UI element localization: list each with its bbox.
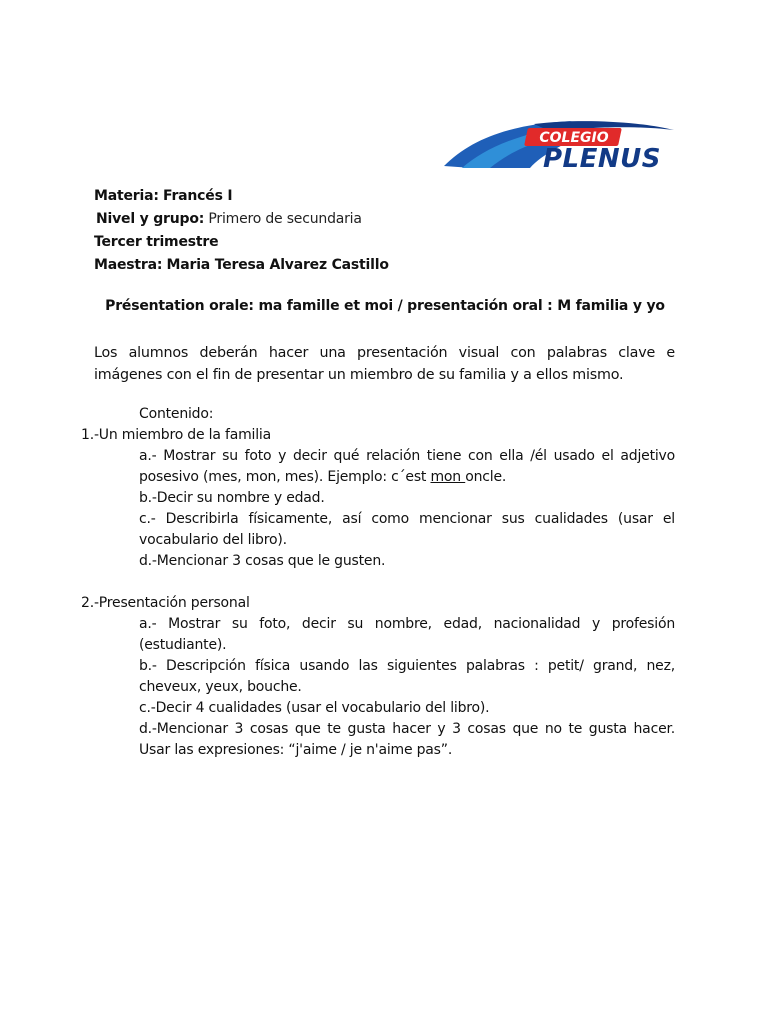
- colegio-plenus-logo: [442, 118, 676, 170]
- section2-item-d: d.-Mencionar 3 cosas que te gusta hacer y 3 cosas que no te gusta hacer. Usar las expresiones: “j'aime / je n'aime pas”.: [139, 721, 675, 758]
- section1-item-c: c.- Describirla físicamente, así como mencionar sus cualidades (usar el vocabulario del libro).: [139, 511, 675, 548]
- section1-item-b: b.-Decir su nombre y edad.: [139, 490, 325, 506]
- contenido-heading: Contenido:: [139, 406, 214, 422]
- section2-heading: 2.-Presentación personal: [81, 595, 250, 611]
- section1-item-d: d.-Mencionar 3 cosas que le gusten.: [139, 553, 386, 569]
- content-list: [81, 404, 681, 761]
- maestra-line: Maestra: Maria Teresa Alvarez Castillo: [94, 257, 389, 273]
- section2-item-a: a.- Mostrar su foto, decir su nombre, edad, nacionalidad y profesión (estudiante).: [139, 616, 675, 653]
- trimestre-line: Tercer trimestre: [94, 234, 219, 250]
- section2-item-c: c.-Decir 4 cualidades (usar el vocabulario del libro).: [139, 700, 490, 716]
- intro-paragraph: Los alumnos deberán hacer una presentación visual con palabras clave e imágenes con el fin de presentar un miembro de su familia y a ellos mismo.: [94, 345, 675, 383]
- document-title: Présentation orale: ma famille et moi / presentación oral : M familia y yo: [105, 298, 665, 314]
- svg-text:PLENUS: PLENUS: [543, 144, 661, 170]
- section2-item-b: b.- Descripción física usando las siguientes palabras : petit/ grand, nez, cheveux, yeux, bouche.: [139, 658, 675, 695]
- section1-heading: 1.-Un miembro de la familia: [81, 427, 271, 443]
- nivel-line: Nivel y grupo: Primero de secundaria: [96, 211, 362, 227]
- course-info: [94, 185, 694, 277]
- section1-item-a: a.- Mostrar su foto y decir qué relación tiene con ella /él usado el adjetivo posesivo (mes, mon, mes). Ejemplo: c´est mon oncle.: [139, 448, 675, 485]
- svg-text:COLEGIO: COLEGIO: [539, 130, 609, 146]
- materia-line: Materia: Francés I: [94, 188, 233, 204]
